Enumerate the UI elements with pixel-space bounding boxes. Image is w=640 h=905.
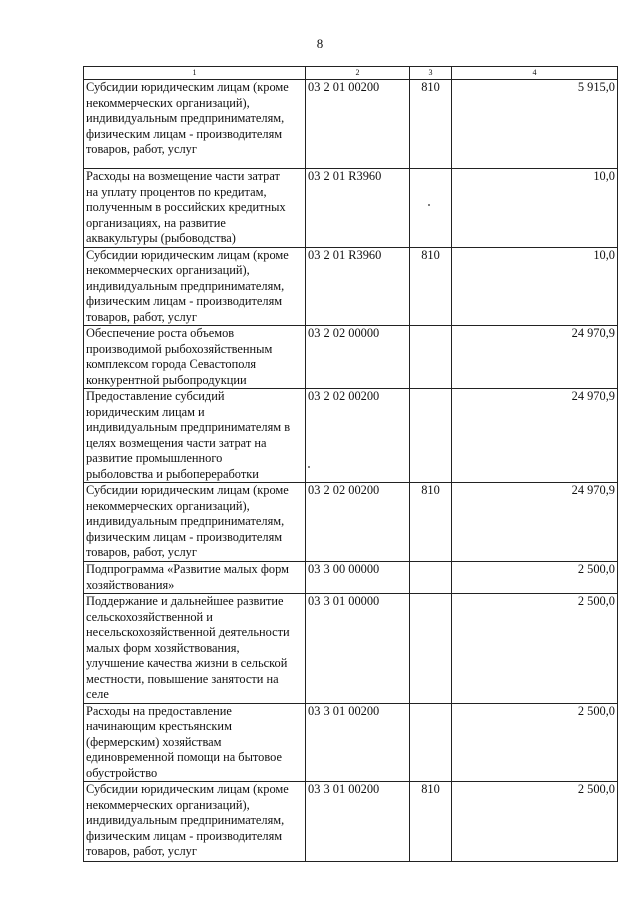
budget-table [83, 66, 618, 862]
row-code: 03 2 02 00200 [306, 389, 410, 483]
row-name: Предоставление субсидий юридическим лицам и индивидуальным предпринимателям в целях возмещения части затрат на развитие промышленного рыболовства и рыбопереработки [84, 389, 306, 483]
table-row [84, 594, 618, 704]
row-type: 810 [410, 80, 452, 169]
row-code: 03 3 01 00200 [306, 703, 410, 782]
table-header-row [84, 67, 618, 80]
row-type: 810 [410, 483, 452, 562]
row-code: 03 3 01 00200 [306, 782, 410, 862]
row-name: Расходы на предоставление начинающим крестьянским (фермерским) хозяйствам единовременной помощи на бытовое обустройство [84, 703, 306, 782]
row-sum: 24 970,9 [452, 483, 618, 562]
row-name: Субсидии юридическим лицам (кроме некоммерческих организаций), индивидуальным предпринимателям, физическим лицам - производителям товаров, работ, услуг [84, 483, 306, 562]
table-row [84, 389, 618, 483]
row-name: Подпрограмма «Развитие малых форм хозяйствования» [84, 562, 306, 594]
table-row [84, 562, 618, 594]
row-code: 03 2 02 00200 [306, 483, 410, 562]
table-row [84, 247, 618, 326]
table-row [84, 169, 618, 248]
column-header: 1 [84, 67, 306, 80]
row-code: 03 2 01 R3960 [306, 247, 410, 326]
row-code: 03 2 01 R3960 [306, 169, 410, 248]
row-name: Субсидии юридическим лицам (кроме некоммерческих организаций), индивидуальным предпринимателям, физическим лицам - производителям товаров, работ, услуг [84, 247, 306, 326]
row-sum: 24 970,9 [452, 326, 618, 389]
row-name: Поддержание и дальнейшее развитие сельскохозяйственной и несельскохозяйственной деятельности малых форм хозяйствования, улучшение качества жизни в сельской местности, повышение занятости на селе [84, 594, 306, 704]
table-row [84, 326, 618, 389]
row-code: 03 2 02 00000 [306, 326, 410, 389]
row-type [410, 562, 452, 594]
row-sum: 5 915,0 [452, 80, 618, 169]
table-row [84, 782, 618, 862]
row-sum: 2 500,0 [452, 594, 618, 704]
column-header: 2 [306, 67, 410, 80]
row-sum: 10,0 [452, 247, 618, 326]
scan-speck [428, 204, 430, 206]
row-code: 03 3 01 00000 [306, 594, 410, 704]
table-row [84, 483, 618, 562]
row-sum: 2 500,0 [452, 703, 618, 782]
row-sum: 2 500,0 [452, 782, 618, 862]
row-sum: 10,0 [452, 169, 618, 248]
row-type [410, 326, 452, 389]
row-type [410, 703, 452, 782]
row-code: 03 2 01 00200 [306, 80, 410, 169]
column-header: 3 [410, 67, 452, 80]
column-header: 4 [452, 67, 618, 80]
row-name: Субсидии юридическим лицам (кроме некоммерческих организаций), индивидуальным предпринимателям, физическим лицам - производителям товаров, работ, услуг [84, 782, 306, 862]
row-sum: 2 500,0 [452, 562, 618, 594]
page-number: 8 [316, 36, 324, 51]
table-row [84, 703, 618, 782]
row-name: Субсидии юридическим лицам (кроме некоммерческих организаций), индивидуальным предпринимателям, физическим лицам - производителям товаров, работ, услуг [84, 80, 306, 169]
table-row [84, 80, 618, 169]
row-type: 810 [410, 782, 452, 862]
row-name: Расходы на возмещение части затрат на уплату процентов по кредитам, полученным в российских кредитных организациях, на развитие аквакультуры (рыбоводства) [84, 169, 306, 248]
row-sum: 24 970,9 [452, 389, 618, 483]
scan-speck [308, 466, 310, 468]
row-type: 810 [410, 247, 452, 326]
row-code: 03 3 00 00000 [306, 562, 410, 594]
row-type [410, 389, 452, 483]
row-name: Обеспечение роста объемов производимой рыбохозяйственным комплексом города Севастополя конкурентной рыбопродукции [84, 326, 306, 389]
row-type [410, 169, 452, 248]
row-type [410, 594, 452, 704]
